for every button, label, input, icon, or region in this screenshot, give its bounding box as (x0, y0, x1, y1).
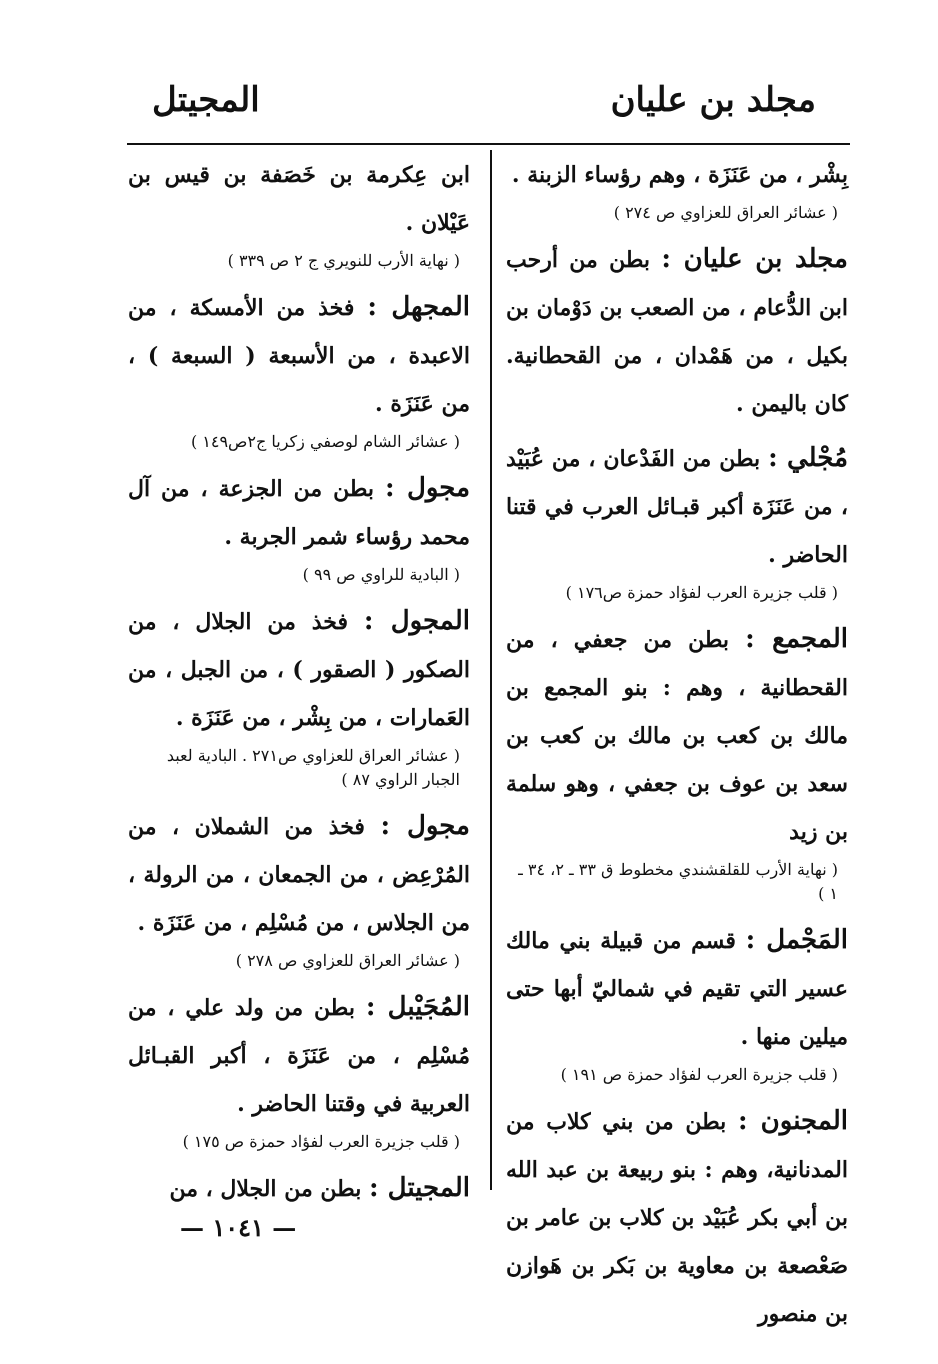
entry (128, 150, 470, 273)
entry (128, 1164, 470, 1213)
entry (128, 983, 470, 1154)
entry-body: ابن عِكرمة بن خَصَفة بن قيس بن عَيْلان . (128, 162, 470, 236)
running-head-first-entry: مجلد بن عليان (610, 80, 816, 120)
entry-headword: المجمع : (745, 624, 848, 654)
entry-headword: المَجْمل : (745, 925, 848, 955)
entry-source: ( عشائر العراق للعزاوي ص ٢٧٨ ) (235, 951, 460, 970)
entry-headword: المجهل : (367, 292, 470, 322)
running-head-last-entry: المجيتل (152, 80, 260, 120)
entry-source: ( البادية للراوي ص ٩٩ ) (302, 565, 460, 584)
entry-headword: مجول : (380, 811, 470, 841)
entry-body: بطن من بني كلاب من المدنانية، وهم : بنو ربيعة بن عبد الله بن أبي بكر عُبَيْد بن كلاب بن عامر بن صَعْصعة بن معاوية بن بَكر بن هَوازن بن منصور (506, 1109, 848, 1327)
entry-source: ( عشائر العراق للعزاوي ص٢٧١ . البادية لعبد الجبار الراوي ٨٧ ) (166, 746, 460, 789)
entry (128, 464, 470, 587)
entry-headword: مُجْلي : (768, 443, 848, 473)
entry (128, 802, 470, 973)
column-divider (490, 150, 492, 1190)
entry (506, 150, 848, 225)
entry-source: ( عشائر العراق للعزاوي ص ٢٧٤ ) (613, 203, 838, 222)
entry-body: بطن من الفَدْعان ، من عُبَيْد ، من عَنَزَة أكبر قبـائل العرب في قتنا الحاضر . (506, 446, 848, 568)
entry-headword: مجلد بن عليان : (661, 244, 848, 274)
entry-body: فخذ من الشملان ، من المُرْعِض ، من الجمعان ، من الرولة ، من الجلاس ، من مُسْلِم ، من عَنَزَة . (128, 814, 470, 936)
page-number: — ١٠٤١ — (180, 1213, 297, 1242)
entry-body: قسم من قبيلة بني مالك عسير التي تقيم في شماليّ أبها حتى ميلين منها . (506, 928, 848, 1050)
entry (506, 916, 848, 1087)
entry-body: بطن من ولد علي ، من مُسْلِم ، من عَنَزَة ، أكبر القبـائل العربية في وقتنا الحاضر . (128, 995, 470, 1117)
entry (506, 615, 848, 906)
entry (506, 1097, 848, 1338)
entry-headword: مجول : (385, 473, 470, 503)
entry (506, 235, 848, 428)
entry-headword: المجنون : (737, 1106, 849, 1136)
entry-source: ( قلب جزيرة العرب لفؤاد حمزة ص ١٧٥ ) (182, 1132, 460, 1151)
entry-body: بطن من الجلال ، من (169, 1176, 362, 1202)
entry-source: ( عشائر الشام لوصفي زكريا ج٢ص١٤٩ ) (190, 432, 460, 451)
entry (128, 283, 470, 454)
right-column (506, 150, 849, 1327)
entry-body: فخذ من الأمسكة ، من الاعبدة ، من الأسبعة ( السبعة ) ، من عَنَزَة . (128, 295, 470, 417)
entry-body: بطن من الجزعة ، من آل محمد رؤساء شمر الجربة . (128, 476, 470, 550)
entry-source: ( نهاية الأرب للنويري ج ٢ ص ٣٣٩ ) (227, 251, 460, 270)
entry-body: فخذ من الجلال ، من الصكور ( الصقور ) ، من الجبل ، من العَمارات ، من بِشْر ، من عَنَزَة . (128, 609, 470, 731)
entry-body: بطن من جعفي ، من القحطانية ، وهم : بنو المجمع بن مالك بن كعب بن مالك بن كعب بن سعد بن عوف بن جعفي ، وهو سلمة بن زيد (506, 627, 848, 845)
entry-source: ( نهاية الأرب للقلقشندي مخطوط ق ٣٣ ـ ٢، ٣٤ ـ ١ ) (518, 860, 838, 903)
entry-headword: المجيتل : (369, 1173, 470, 1203)
entry (506, 434, 848, 605)
entry-headword: المُجَيْبل : (365, 992, 470, 1022)
left-column (128, 150, 470, 1203)
entry-body: بطن من أرحب ابن الدُّعام ، من الصعب بن دَوْمان بن بكيل ، من هَمْدان ، من القحطانية. كان باليمن . (506, 247, 848, 417)
header-rule (127, 143, 850, 145)
entry-body: بِشْر ، من عَنَزَة ، وهم رؤساء الزبنة . (511, 162, 848, 188)
entry-source: ( قلب جزيرة العرب لفؤاد حمزة ص١٧٦ ) (565, 583, 838, 602)
entry-source: ( قلب جزيرة العرب لفؤاد حمزة ص ١٩١ ) (560, 1065, 838, 1084)
entry-headword: المجول : (363, 606, 470, 636)
entry (128, 597, 470, 792)
